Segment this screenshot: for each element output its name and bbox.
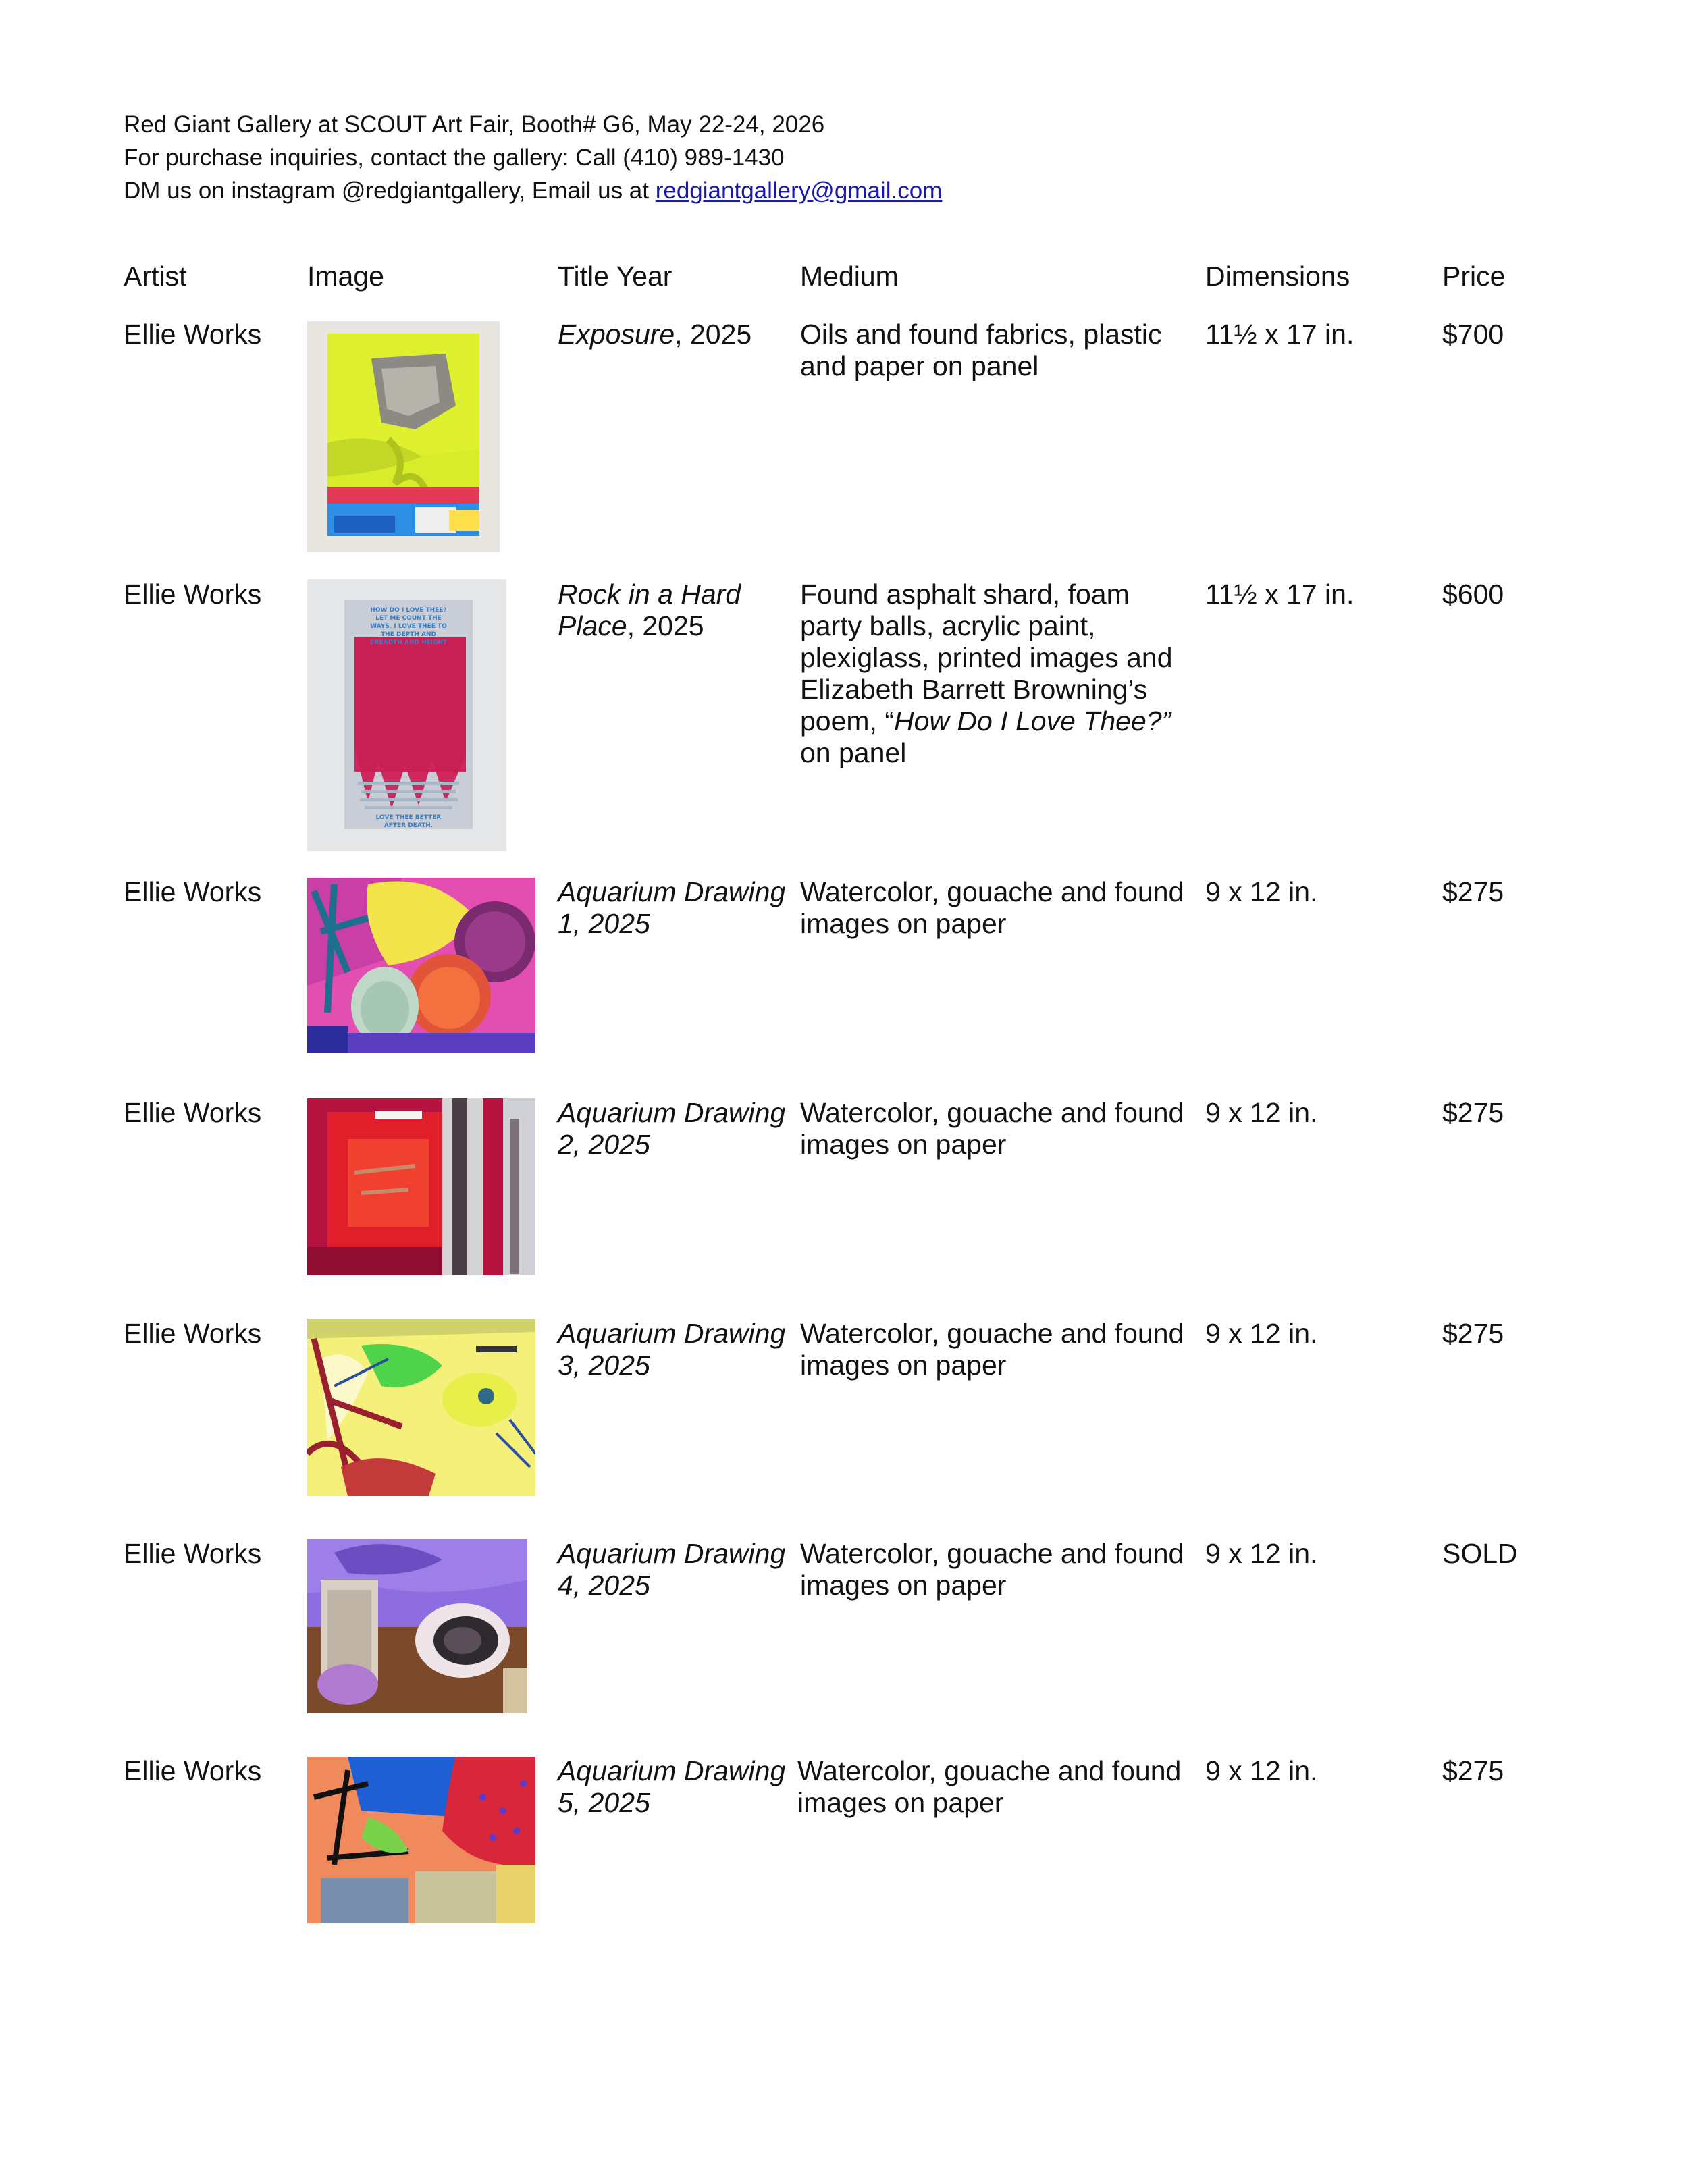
social-line — [124, 174, 942, 207]
artwork-dimensions: 9 x 12 in. — [1205, 1755, 1318, 1786]
artwork-title — [558, 319, 787, 350]
title-italic: Exposure — [558, 319, 675, 350]
artwork-title: Aquarium Drawing 3, 2025 — [558, 1318, 786, 1381]
artwork-title: Aquarium Drawing 2, 2025 — [558, 1097, 786, 1160]
artist-name: Ellie Works — [124, 876, 262, 907]
artwork-medium — [800, 579, 1192, 769]
artwork-dimensions: 9 x 12 in. — [1205, 1538, 1318, 1569]
artwork-text-line: HOW DO I LOVE THEE? — [370, 607, 447, 614]
artwork-medium: Watercolor, gouache and found images on paper — [800, 1538, 1184, 1601]
artwork-price: $275 — [1442, 1755, 1504, 1786]
artwork-text-line: LOVE THEE BETTER — [375, 814, 442, 821]
artwork-price: SOLD — [1442, 1538, 1518, 1569]
artwork-image — [307, 1757, 535, 1923]
artwork-dimensions: 9 x 12 in. — [1205, 1318, 1318, 1349]
col-header-artist: Artist — [124, 261, 187, 292]
title-italic: Rock in a Hard Place — [558, 579, 741, 641]
artwork-text-line: BREADTH AND HEIGHT — [369, 639, 448, 646]
artwork-text-line: WAYS. I LOVE THEE TO — [370, 623, 447, 630]
artist-name: Ellie Works — [124, 1538, 262, 1569]
artwork-text-line: THE DEPTH AND — [381, 631, 436, 638]
artwork-dimensions: 11½ x 17 in. — [1205, 319, 1354, 350]
artwork-price: $275 — [1442, 876, 1504, 907]
artwork-medium: Watercolor, gouache and found images on paper — [800, 876, 1184, 939]
contact-line: For purchase inquiries, contact the gallery: Call (410) 989-1430 — [124, 144, 785, 171]
medium-text: Found asphalt shard, foam party balls, acrylic paint, plexiglass, printed images and Elizabeth Barrett Browning’s poem, “ — [800, 579, 1173, 737]
artist-name: Ellie Works — [124, 319, 262, 350]
artwork-text-line: LET ME COUNT THE — [375, 615, 442, 622]
title-year: , 2025 — [675, 319, 752, 350]
artwork-dimensions: 9 x 12 in. — [1205, 1097, 1318, 1128]
col-header-medium: Medium — [800, 261, 899, 292]
artwork-image — [307, 1098, 535, 1275]
gallery-header — [124, 108, 942, 207]
title-year: , 2025 — [627, 610, 704, 641]
artwork-dimensions: 9 x 12 in. — [1205, 876, 1318, 907]
artwork-medium: Watercolor, gouache and found images on paper — [797, 1755, 1182, 1818]
col-header-dimensions: Dimensions — [1205, 261, 1350, 292]
artwork-price: $700 — [1442, 319, 1504, 350]
col-header-image: Image — [307, 261, 384, 292]
artwork-image — [307, 1539, 527, 1713]
artwork-dimensions: 11½ x 17 in. — [1205, 579, 1354, 610]
artwork-image — [307, 878, 535, 1053]
artwork-medium: Oils and found fabrics, plastic and paper on panel — [800, 319, 1162, 381]
social-text: DM us on instagram @redgiantgallery, Email us at — [124, 178, 656, 204]
col-header-price: Price — [1442, 261, 1506, 292]
artwork-medium: Watercolor, gouache and found images on paper — [800, 1318, 1184, 1381]
col-header-title-year: Title Year — [558, 261, 672, 292]
medium-text: on panel — [800, 737, 907, 768]
artwork-price: $600 — [1442, 579, 1504, 610]
email-link[interactable]: redgiantgallery@gmail.com — [655, 178, 943, 204]
artwork-title — [558, 579, 787, 642]
artwork-title: Aquarium Drawing 1, 2025 — [558, 876, 786, 939]
artwork-price: $275 — [1442, 1097, 1504, 1128]
artwork-title: Aquarium Drawing 5, 2025 — [558, 1755, 786, 1818]
artwork-image — [307, 321, 500, 552]
artist-name: Ellie Works — [124, 579, 262, 610]
artwork-image — [307, 1319, 535, 1496]
artist-name: Ellie Works — [124, 1318, 262, 1349]
artwork-price: $275 — [1442, 1318, 1504, 1349]
event-line: Red Giant Gallery at SCOUT Art Fair, Booth# G6, May 22-24, 2026 — [124, 111, 825, 138]
artwork-text-line: AFTER DEATH. — [384, 822, 433, 829]
artwork-image — [307, 579, 506, 851]
artwork-medium: Watercolor, gouache and found images on paper — [800, 1097, 1184, 1160]
artist-name: Ellie Works — [124, 1755, 262, 1786]
artwork-title: Aquarium Drawing 4, 2025 — [558, 1538, 786, 1601]
poem-title: How Do I Love Thee?” — [894, 705, 1171, 737]
artist-name: Ellie Works — [124, 1097, 262, 1128]
